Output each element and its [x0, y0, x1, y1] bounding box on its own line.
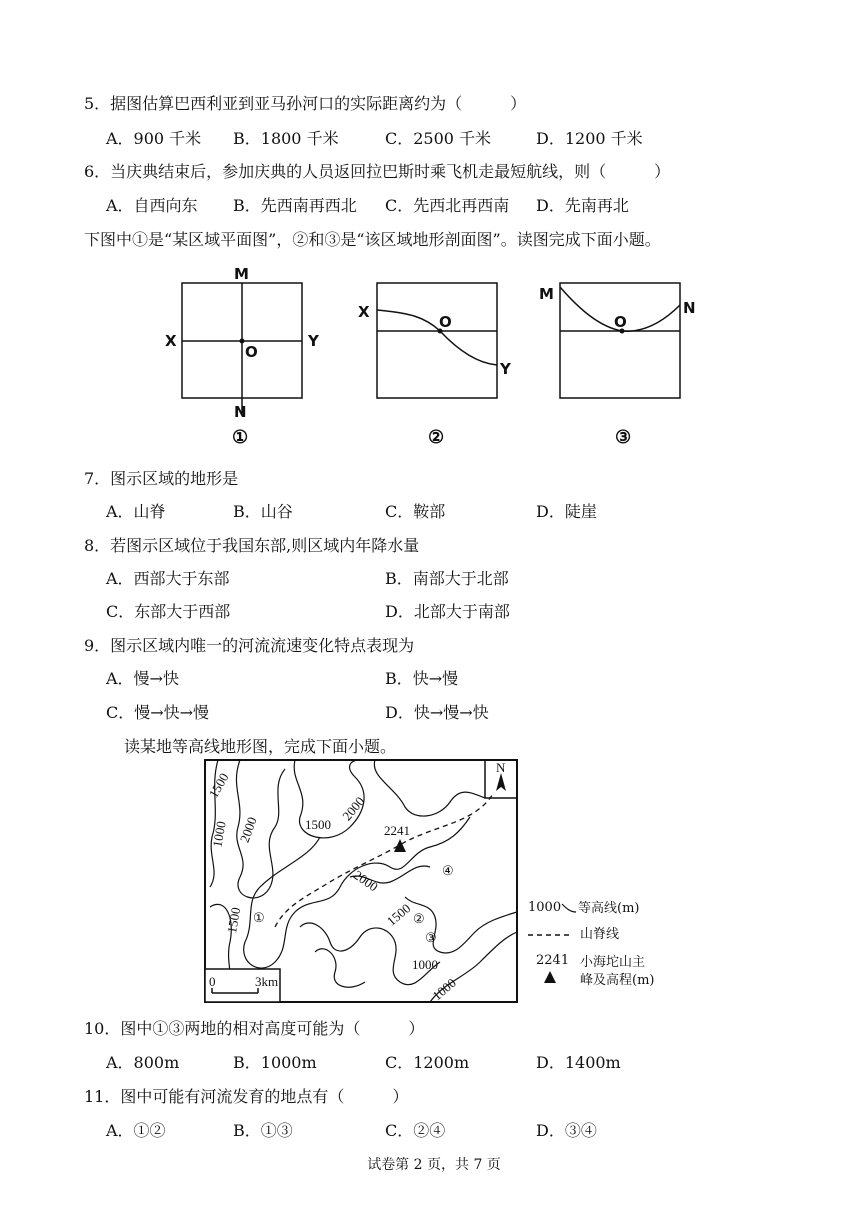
- q8-option-c: C．东部大于西部: [106, 602, 231, 621]
- point-1-label: ①: [253, 910, 265, 925]
- q6-option-a: A．自西向东: [106, 196, 198, 215]
- profile-xy-figure: [358, 283, 512, 448]
- q6-stem: 6．当庆典结束后，参加庆典的人员返回拉巴斯时乘飞机走最短航线，则（ ）: [84, 162, 671, 181]
- point-3-label: ③: [425, 930, 437, 945]
- q7-option-b: B．山谷: [233, 502, 293, 521]
- q8-option-b: B．南部大于北部: [385, 569, 509, 588]
- legend-contour-value: 1000: [528, 900, 562, 915]
- fig1-left-label: X: [165, 332, 177, 350]
- fig2-left-label: X: [358, 303, 370, 321]
- svg-text:2000: 2000: [339, 793, 368, 824]
- legend-ridge-desc: 山脊线: [580, 927, 620, 942]
- svg-text:1000: 1000: [209, 820, 229, 849]
- q7-option-d: D．陡崖: [536, 502, 597, 521]
- plan-view-figure: [165, 265, 320, 448]
- section-intro-contour: 读某地等高线地形图，完成下面小题。: [124, 737, 397, 756]
- legend-peak-value: 2241: [536, 953, 570, 968]
- fig3-caption: ③: [615, 427, 632, 448]
- legend-peak-triangle-icon: [543, 970, 557, 984]
- q9-option-c: C．慢→快→慢: [106, 703, 210, 722]
- fig1-right-label: Y: [308, 332, 319, 350]
- svg-text:1000: 1000: [429, 975, 459, 1004]
- legend-peak-desc-2: 峰及高程(m): [580, 973, 655, 988]
- q10-option-a: A．800m: [106, 1053, 180, 1072]
- svg-text:1500: 1500: [305, 817, 331, 832]
- q5-option-d: D．1200 千米: [536, 129, 643, 148]
- q6-option-d: D．先南再北: [536, 196, 629, 215]
- svg-text:1500: 1500: [383, 900, 414, 929]
- svg-text:1000: 1000: [412, 957, 438, 972]
- q6-option-b: B．先西南再西北: [233, 196, 357, 215]
- svg-text:2000: 2000: [350, 867, 381, 895]
- q8-option-d: D．北部大于南部: [385, 602, 510, 621]
- q11-option-b: B．①③: [233, 1121, 293, 1140]
- svg-text:2000: 2000: [236, 814, 260, 845]
- scale-bar: [205, 969, 280, 1002]
- svg-text:N: N: [496, 760, 506, 775]
- svg-text:1500: 1500: [205, 770, 232, 801]
- fig1-caption: ①: [232, 427, 249, 448]
- legend-ridge-line-icon: [526, 930, 572, 940]
- q6-option-c: C．先西北再西南: [385, 196, 510, 215]
- svg-text:2241: 2241: [384, 823, 410, 838]
- q9-option-b: B．快→慢: [385, 669, 459, 688]
- fig1-center-label: O: [245, 343, 258, 361]
- legend-contour-line-icon: [560, 900, 580, 916]
- svg-text:1500: 1500: [224, 906, 244, 935]
- point-4-label: ④: [442, 863, 454, 878]
- profile-mn-figure: [539, 283, 696, 448]
- q8-stem: 8．若图示区域位于我国东部,则区域内年降水量: [84, 536, 420, 555]
- q10-option-d: D．1400m: [536, 1053, 621, 1072]
- fig3-left-label: M: [539, 285, 554, 303]
- fig1-top-label: M: [234, 265, 249, 283]
- q5-option-b: B．1800 千米: [233, 129, 339, 148]
- q9-stem: 9．图示区域内唯一的河流流速变化特点表现为: [84, 636, 415, 655]
- fig2-center-label: O: [439, 313, 452, 331]
- q7-stem: 7．图示区域的地形是: [84, 469, 239, 488]
- q9-option-d: D．快→慢→快: [385, 703, 489, 722]
- section-intro-profiles: 下图中①是“某区域平面图”，②和③是“该区域地形剖面图”。读图完成下面小题。: [84, 230, 661, 249]
- svg-text:0: 0: [209, 974, 216, 989]
- point-2-label: ②: [413, 911, 425, 926]
- profile-figures: [150, 255, 710, 455]
- q11-option-a: A．①②: [106, 1121, 166, 1140]
- svg-text:3km: 3km: [255, 974, 279, 989]
- q11-stem: 11．图中可能有河流发育的地点有（ ）: [84, 1087, 409, 1106]
- q5-option-a: A．900 千米: [106, 129, 202, 148]
- fig3-center-label: O: [614, 313, 627, 331]
- q10-option-b: B．1000m: [233, 1053, 317, 1072]
- q7-option-a: A．山脊: [106, 502, 166, 521]
- legend-peak-desc-1: 小海坨山主: [580, 955, 646, 970]
- fig1-bottom-label: N: [234, 403, 247, 421]
- contour-map: [200, 757, 525, 1007]
- legend-contour-desc: 等高线(m): [578, 901, 640, 916]
- q10-stem: 10．图中①③两地的相对高度可能为（ ）: [84, 1019, 425, 1038]
- q5-option-c: C．2500 千米: [385, 129, 492, 148]
- fig2-right-label: Y: [500, 360, 511, 378]
- q11-option-c: C．②④: [385, 1121, 446, 1140]
- q9-option-a: A．慢→快: [106, 669, 179, 688]
- q10-option-c: C．1200m: [385, 1053, 470, 1072]
- q11-option-d: D．③④: [536, 1121, 597, 1140]
- q7-option-c: C．鞍部: [385, 502, 446, 521]
- fig3-right-label: N: [683, 299, 696, 317]
- q5-stem: 5．据图估算巴西利亚到亚马孙河口的实际距离约为（ ）: [84, 94, 527, 113]
- page-footer: 试卷第 2 页，共 7 页: [367, 1157, 501, 1173]
- fig2-caption: ②: [428, 427, 445, 448]
- q8-option-a: A．西部大于东部: [106, 569, 230, 588]
